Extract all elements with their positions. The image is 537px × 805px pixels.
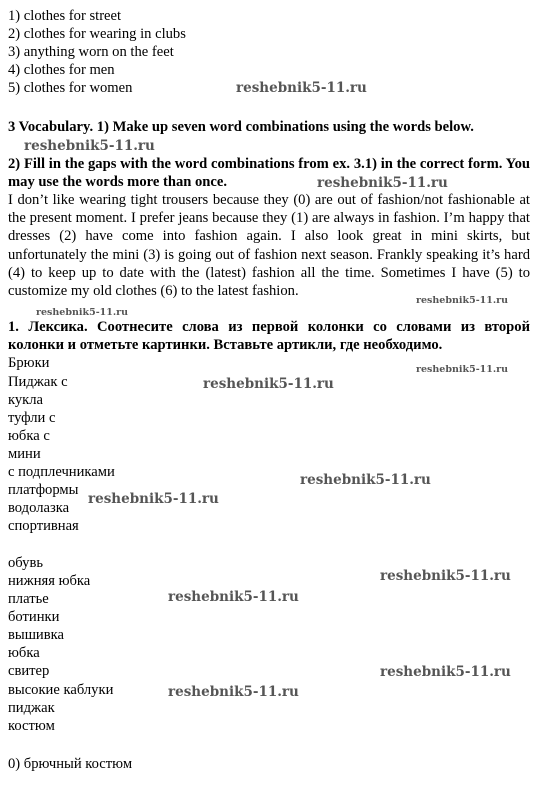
watermark: reshebnik5-11.ru bbox=[317, 175, 448, 191]
column2-item: костюм bbox=[8, 718, 55, 734]
column1-item: с подплечниками bbox=[8, 464, 115, 480]
watermark: reshebnik5-11.ru bbox=[380, 664, 511, 680]
column2-item: свитер bbox=[8, 663, 50, 679]
column1-item: кукла bbox=[8, 392, 44, 408]
column1-item: Пиджак с bbox=[8, 374, 68, 390]
watermark: reshebnik5-11.ru bbox=[168, 684, 299, 700]
watermark: reshebnik5-11.ru bbox=[36, 307, 129, 318]
column1-item: туфли с bbox=[8, 410, 56, 426]
column2-item: вышивка bbox=[8, 627, 64, 643]
task3-heading: 3 Vocabulary. 1) Make up seven word combinations using the words below. bbox=[8, 119, 474, 135]
watermark: reshebnik5-11.ru bbox=[24, 138, 155, 154]
column2-item: высокие каблуки bbox=[8, 682, 114, 698]
task3-2-text: I don’t like wearing tight trousers because they (0) are out of fashion/not fashionable at the present moment. I prefer jeans because they (1) are always in fashion. I’m happy that dresses (2) have come into fashion again. I also look great in mini skirts, but unfortunately the mini (3) is going out of fashion next season. Frankly speaking it’s hard (4) to keep up to date with the (latest) fashion all the time. Sometimes I have (5) to customize my old clothes (6) to the latest fashion. bbox=[8, 192, 530, 300]
list-item: 1) clothes for street bbox=[8, 8, 122, 24]
list-item: 2) clothes for wearing in clubs bbox=[8, 26, 186, 42]
column2-item: пиджак bbox=[8, 700, 55, 716]
column1-item: мини bbox=[8, 446, 41, 462]
watermark: reshebnik5-11.ru bbox=[203, 376, 334, 392]
watermark: reshebnik5-11.ru bbox=[416, 364, 509, 375]
watermark: reshebnik5-11.ru bbox=[380, 568, 511, 584]
column2-item: ботинки bbox=[8, 609, 60, 625]
column1-item: платформы bbox=[8, 482, 79, 498]
column2-item: нижняя юбка bbox=[8, 573, 91, 589]
task1-heading: 1. Лексика. Соотнесите слова из первой колонки со словами из второй колонки и отметьте картинки. Вставьте артикли, где необходимо. bbox=[8, 319, 530, 354]
watermark: reshebnik5-11.ru bbox=[300, 472, 431, 488]
column1-item: водолазка bbox=[8, 500, 70, 516]
column1-item: юбка с bbox=[8, 428, 50, 444]
column2-item: платье bbox=[8, 591, 49, 607]
column1-item: спортивная bbox=[8, 518, 79, 534]
task3-2-heading: 2) Fill in the gaps with the word combinations from ex. 3.1) in the correct form. You may use the words more than once. bbox=[8, 156, 530, 191]
column2-item: обувь bbox=[8, 555, 44, 571]
column2-item: юбка bbox=[8, 645, 40, 661]
watermark: reshebnik5-11.ru bbox=[88, 491, 219, 507]
list-item: 4) clothes for men bbox=[8, 62, 115, 78]
watermark: reshebnik5-11.ru bbox=[236, 80, 367, 96]
watermark: reshebnik5-11.ru bbox=[168, 589, 299, 605]
list-item: 3) anything worn on the feet bbox=[8, 44, 174, 60]
list-item: 5) clothes for women bbox=[8, 80, 133, 96]
watermark: reshebnik5-11.ru bbox=[416, 295, 509, 306]
answer-line: 0) брючный костюм bbox=[8, 756, 133, 772]
column1-item: Брюки bbox=[8, 355, 50, 371]
